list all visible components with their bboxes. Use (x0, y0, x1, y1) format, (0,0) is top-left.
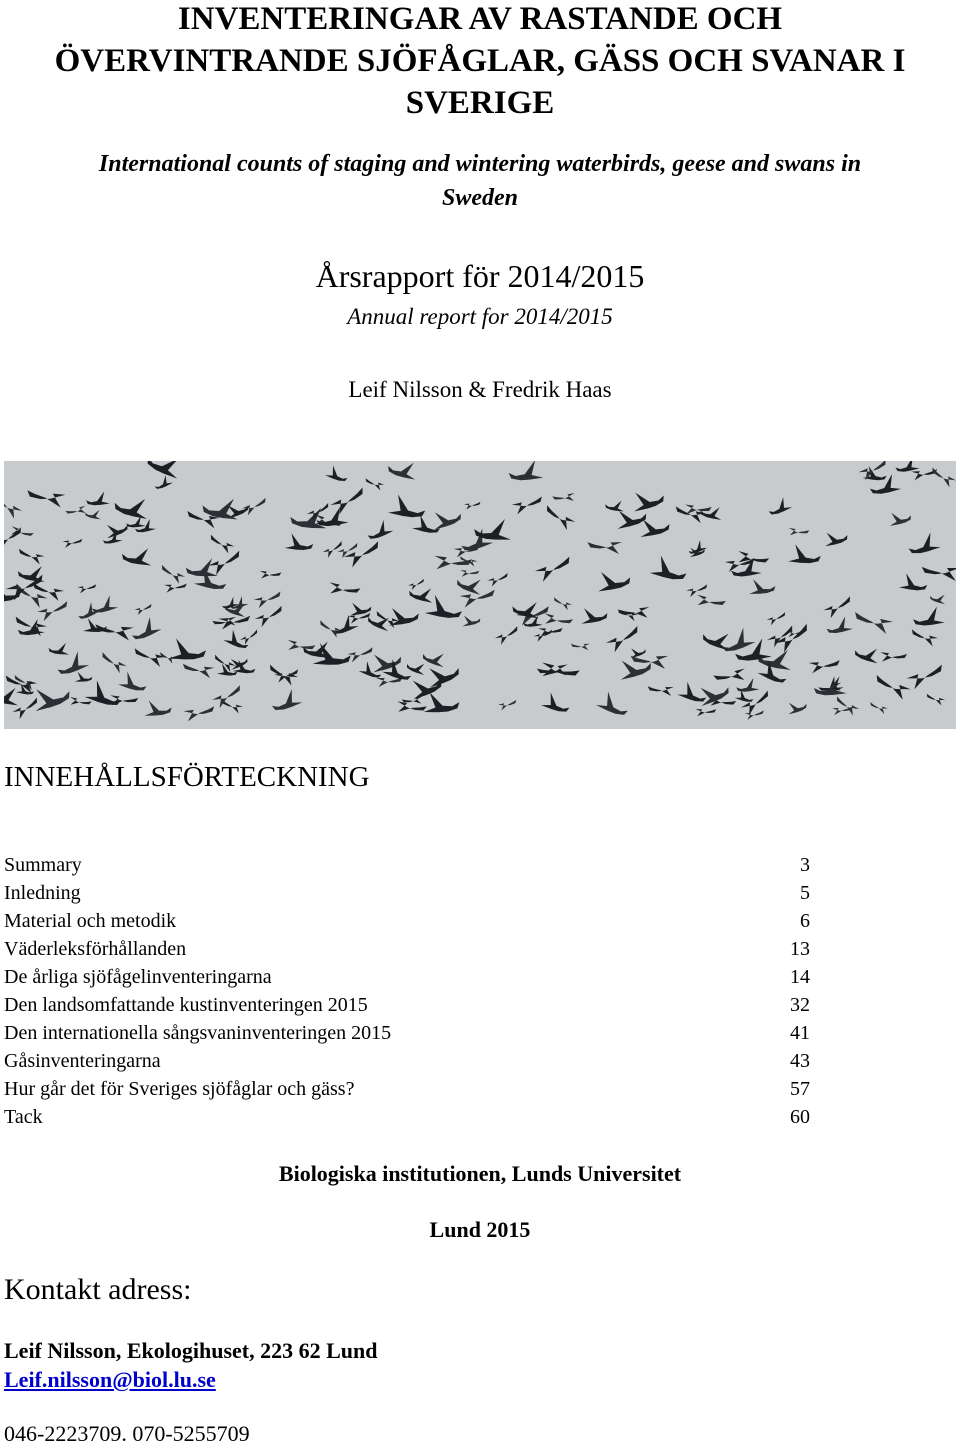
toc-heading: INNEHÅLLSFÖRTECKNING (4, 761, 370, 793)
goose-silhouette (853, 612, 894, 635)
flock-of-geese-photo (4, 461, 956, 729)
goose-silhouette (108, 692, 138, 711)
contact-heading: Kontakt adress: (4, 1273, 192, 1306)
goose-silhouette (787, 525, 809, 539)
toc-entry-page: 5 (800, 882, 810, 904)
goose-silhouette (164, 582, 187, 594)
goose-silhouette (455, 571, 486, 595)
goose-silhouette (48, 641, 70, 655)
goose-silhouette (285, 533, 314, 551)
goose-silhouette (832, 706, 853, 717)
goose-silhouette (869, 702, 889, 714)
authors: Leif Nilsson & Fredrik Haas (348, 377, 612, 402)
title-line-1: INVENTERINGAR AV RASTANDE OCH (177, 1, 783, 37)
goose-silhouette (86, 491, 110, 506)
goose-silhouette (766, 496, 793, 517)
goose-silhouette (887, 508, 913, 527)
goose-silhouette (113, 491, 152, 520)
goose-silhouette (735, 677, 759, 692)
goose-silhouette (494, 626, 522, 646)
toc-entry[interactable] (4, 991, 810, 1019)
goose-silhouette (674, 506, 706, 523)
toc-entry[interactable] (4, 851, 810, 879)
goose-silhouette (212, 614, 238, 632)
goose-silhouette (227, 653, 249, 671)
goose-silhouette (408, 579, 426, 591)
goose-silhouette (4, 495, 24, 521)
goose-silhouette (185, 557, 218, 577)
goose-silhouette (183, 664, 215, 679)
toc-entry-label: Den landsomfattande kustinventeringen 2015 (4, 994, 368, 1016)
goose-silhouette (386, 461, 419, 481)
goose-silhouette (253, 591, 283, 608)
goose-silhouette (342, 541, 383, 569)
goose-silhouette (571, 641, 591, 652)
goose-silhouette (90, 594, 119, 614)
goose-silhouette (17, 549, 45, 565)
toc-entry-label: Summary (4, 854, 82, 876)
toc-entry[interactable] (4, 907, 810, 935)
goose-silhouette (718, 625, 755, 654)
goose-silhouette (925, 694, 946, 706)
toc-entry-page: 60 (790, 1106, 810, 1128)
goose-silhouette (326, 578, 360, 602)
goose-silhouette (84, 678, 124, 708)
goose-silhouette (27, 490, 65, 508)
goose-silhouette (368, 647, 403, 674)
contact-email-link[interactable]: Leif.nilsson@biol.lu.se (4, 1367, 216, 1392)
place-year: Lund 2015 (429, 1217, 531, 1242)
goose-silhouette (872, 675, 912, 701)
goose-silhouette (649, 554, 689, 582)
toc-entry-label: Tack (4, 1106, 43, 1128)
goose-silhouette (143, 698, 172, 716)
goose-silhouette (84, 507, 102, 520)
goose-silhouette (194, 567, 229, 591)
goose-silhouette (144, 461, 185, 480)
goose-silhouette (432, 551, 473, 577)
goose-silhouette (121, 544, 155, 567)
goose-silhouette (68, 694, 92, 711)
goose-silhouette (894, 461, 920, 473)
goose-silhouette (134, 604, 153, 615)
goose-silhouette (813, 676, 846, 696)
goose-silhouette (421, 647, 448, 668)
goose-silhouette (269, 687, 303, 712)
table-of-contents (4, 851, 810, 1131)
toc-entry-label: Gåsinventeringarna (4, 1050, 161, 1072)
title-line-2: ÖVERVINTRANDE SJÖFÅGLAR, GÄSS OCH SVANAR I (54, 43, 906, 79)
goose-silhouette (701, 625, 734, 651)
goose-silhouette (207, 551, 244, 577)
toc-entry-label: Väderleksförhållanden (4, 938, 187, 960)
toc-entry-page: 6 (800, 910, 810, 932)
goose-silhouette (637, 514, 671, 538)
goose-silhouette (541, 691, 572, 714)
toc-entry-page: 57 (790, 1078, 810, 1100)
contact-phone: 046-2223709. 070-5255709 (4, 1421, 250, 1446)
goose-silhouette (511, 496, 544, 515)
subtitle-line-1: International counts of staging and wintering waterbirds, geese and swans in (98, 151, 862, 177)
goose-silhouette (587, 538, 623, 558)
goose-silhouette (183, 706, 214, 721)
goose-silhouette (822, 596, 855, 619)
goose-silhouette (533, 630, 554, 643)
toc-entry-page: 14 (790, 966, 810, 988)
goose-silhouette (822, 527, 849, 547)
goose-silhouette (425, 594, 464, 620)
goose-silhouette (258, 568, 281, 582)
goose-silhouette (906, 531, 941, 556)
goose-silhouette (694, 706, 716, 718)
goose-silhouette (498, 700, 518, 711)
goose-silhouette (118, 670, 149, 692)
goose-silhouette (748, 577, 776, 595)
goose-silhouette (459, 568, 479, 580)
toc-entry-page: 43 (790, 1050, 810, 1072)
contact-address: Leif Nilsson, Ekologihuset, 223 62 Lund (4, 1338, 378, 1363)
goose-silhouette (909, 629, 938, 647)
toc-entry-label: Inledning (4, 882, 81, 904)
goose-silhouette (619, 603, 652, 624)
goose-silhouette (905, 665, 946, 691)
goose-silhouette (699, 503, 724, 521)
goose-silhouette (74, 671, 93, 682)
toc-entry-label: Material och metodik (4, 910, 177, 932)
toc-entry[interactable] (4, 935, 810, 963)
goose-silhouette (648, 684, 675, 699)
goose-silhouette (364, 518, 393, 541)
toc-entry-label: De årliga sjöfågelinventeringarna (4, 966, 272, 988)
goose-silhouette (579, 604, 609, 625)
toc-entry-label: Hur går det för Sveriges sjöfåglar och gäss? (4, 1078, 355, 1100)
goose-silhouette (833, 696, 861, 716)
goose-silhouette (460, 612, 481, 627)
goose-silhouette (65, 503, 88, 520)
document-subtitle (0, 147, 960, 215)
goose-silhouette (253, 606, 286, 629)
toc-entry[interactable] (4, 1075, 810, 1103)
institution: Biologiska institutionen, Lunds Universitet (278, 1161, 682, 1186)
goose-silhouette (508, 461, 543, 481)
goose-silhouette (853, 642, 882, 664)
goose-silhouette (542, 610, 574, 632)
goose-silhouette (348, 599, 373, 616)
goose-silhouette (596, 689, 632, 717)
goose-silhouette (128, 615, 162, 642)
goose-silhouette (429, 504, 463, 530)
subtitle-line-2: Sweden (441, 185, 518, 211)
goose-silhouette (8, 523, 33, 543)
goose-silhouette (928, 467, 956, 488)
goose-silhouette (388, 493, 427, 519)
toc-entry-label: Den internationella sångsvaninventeringen 2015 (4, 1022, 392, 1044)
goose-silhouette (95, 623, 134, 642)
goose-silhouette (552, 597, 573, 611)
goose-silhouette (739, 691, 774, 718)
goose-silhouette (16, 683, 35, 696)
goose-silhouette (4, 527, 26, 550)
toc-entry-page: 32 (790, 994, 810, 1016)
goose-silhouette (77, 584, 96, 593)
goose-silhouette (899, 573, 929, 592)
goose-silhouette (745, 710, 764, 719)
goose-silhouette (98, 652, 128, 675)
goose-silhouette (552, 490, 577, 506)
goose-silhouette (36, 601, 70, 622)
goose-silhouette (825, 615, 853, 634)
goose-silhouette (922, 563, 956, 584)
goose-silhouette (629, 485, 666, 513)
goose-silhouette (133, 648, 167, 667)
toc-entry-page: 41 (790, 1022, 810, 1044)
goose-silhouette (158, 565, 186, 585)
toc-entry[interactable] (4, 963, 810, 991)
goose-silhouette (785, 697, 808, 715)
toc-entry[interactable] (4, 1103, 810, 1131)
goose-silhouette (329, 487, 369, 516)
goose-silhouette (347, 647, 374, 663)
toc-entry-page: 3 (800, 854, 810, 876)
goose-silhouette (628, 644, 647, 658)
goose-silhouette (317, 620, 344, 638)
title-line-3: SVERIGE (405, 85, 555, 121)
goose-silhouette (788, 544, 821, 563)
goose-silhouette (808, 659, 840, 675)
goose-silhouette (152, 474, 173, 491)
goose-silhouette (29, 679, 72, 712)
goose-silhouette (11, 698, 42, 721)
goose-silhouette (366, 610, 393, 632)
goose-silhouette (459, 590, 495, 608)
goose-silhouette (541, 505, 577, 532)
goose-silhouette (266, 665, 299, 687)
goose-silhouette (325, 464, 350, 483)
goose-silhouette (207, 535, 236, 555)
goose-silhouette (348, 613, 371, 624)
goose-silhouette (594, 566, 632, 592)
goose-silhouette (158, 652, 176, 664)
toc-entry[interactable] (4, 879, 810, 907)
goose-silhouette (169, 638, 206, 660)
goose-silhouette (694, 591, 726, 614)
goose-silhouette (201, 493, 241, 521)
goose-silhouette (241, 498, 269, 517)
toc-entry[interactable] (4, 1019, 810, 1047)
goose-silhouette (929, 590, 948, 604)
goose-silhouette (405, 658, 428, 676)
goose-silhouette (537, 660, 571, 682)
report-title-en: Annual report for 2014/2015 (347, 304, 613, 329)
toc-entry[interactable] (4, 1047, 810, 1075)
goose-silhouette (4, 675, 38, 693)
goose-silhouette (4, 682, 22, 706)
goose-silhouette (912, 606, 945, 627)
goose-silhouette (766, 625, 798, 648)
goose-silhouette (713, 664, 748, 689)
goose-silhouette (464, 502, 481, 510)
document-title (0, 0, 960, 124)
goose-silhouette (604, 498, 625, 512)
goose-silhouette (17, 562, 48, 583)
goose-silhouette (604, 626, 643, 654)
report-title: Årsrapport för 2014/2015 (315, 258, 645, 294)
goose-silhouette (487, 573, 510, 587)
toc-entry-page: 13 (790, 938, 810, 960)
goose-silhouette (364, 478, 385, 491)
goose-silhouette (412, 514, 442, 535)
goose-silhouette (63, 539, 83, 548)
goose-silhouette (239, 629, 261, 645)
goose-silhouette (534, 557, 574, 584)
goose-silhouette (766, 612, 787, 626)
goose-silhouette (879, 649, 908, 667)
goose-silhouette (686, 584, 709, 597)
goose-silhouette (408, 583, 436, 604)
